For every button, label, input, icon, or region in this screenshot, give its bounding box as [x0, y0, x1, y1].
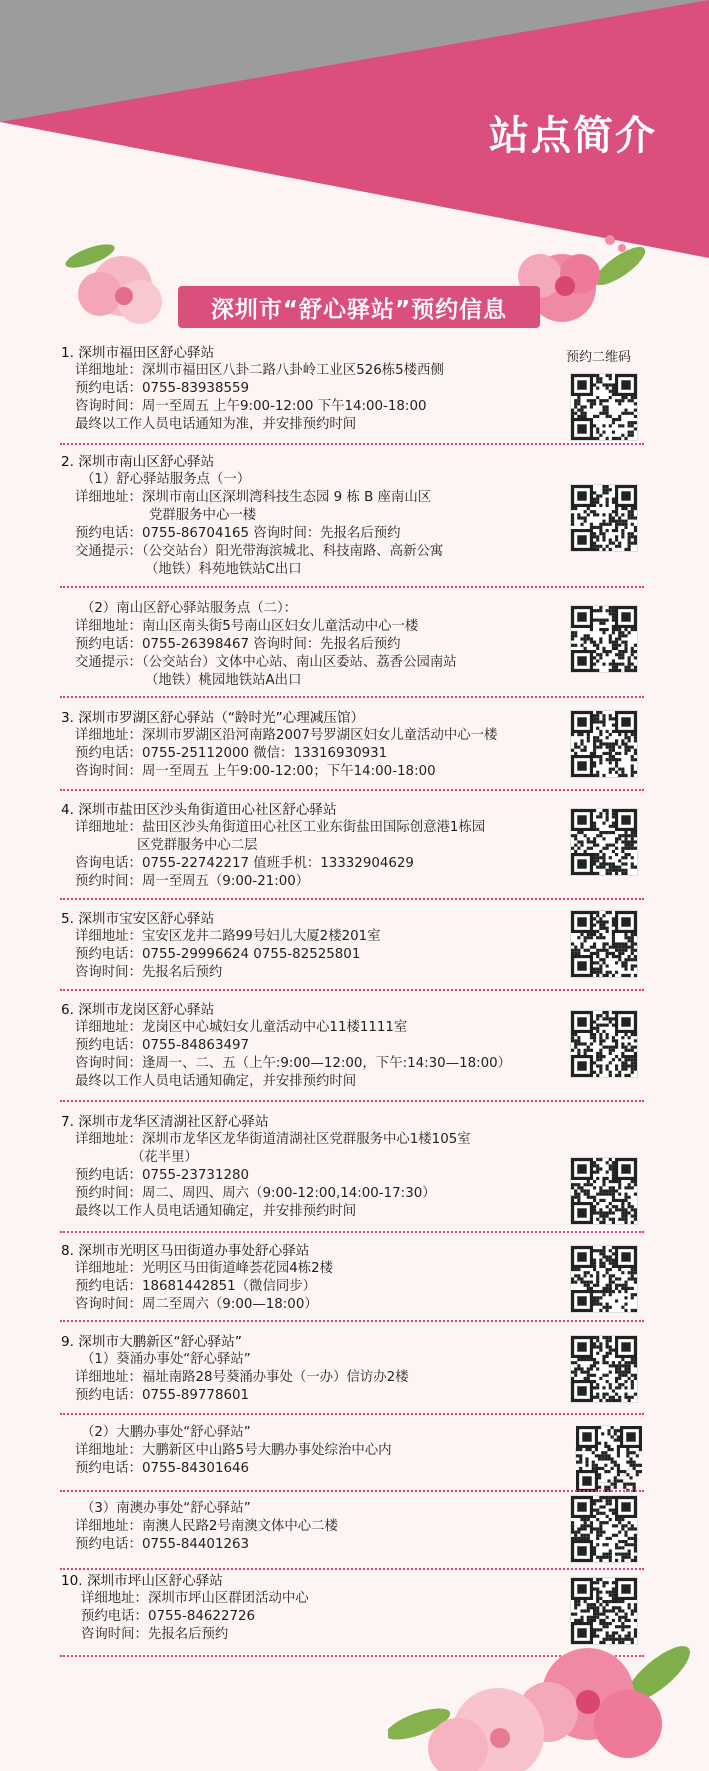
dotted-divider	[60, 1231, 644, 1233]
station-longgang	[61, 1001, 511, 1091]
address-line-cont: （花半里）	[131, 1150, 198, 1165]
address-line: 详细地址：深圳市龙华区龙华街道清湖社区党群服务中心1楼105室	[75, 1132, 471, 1147]
dotted-divider	[60, 989, 644, 991]
dotted-divider	[60, 1413, 644, 1415]
hours-line: 咨询时间：逢周一、二、五（上午:9:00—12:00，下午:14:30—18:00）	[75, 1056, 512, 1071]
phone-line: 预约电话：0755-23731280	[75, 1168, 250, 1183]
station-longhua	[61, 1113, 471, 1221]
sub-station-title: （3）南澳办事处“舒心驿站”	[81, 1501, 251, 1516]
dotted-divider	[60, 1490, 644, 1492]
station-title: 5. 深圳市宝安区舒心驿站	[61, 911, 215, 927]
qr-code-icon[interactable]	[570, 1245, 638, 1313]
sub-station-title: （2）大鹏办事处“舒心驿站”	[81, 1425, 251, 1440]
station-title: 9. 深圳市大鹏新区“舒心驿站”	[61, 1334, 242, 1350]
dotted-divider	[60, 1320, 644, 1322]
station-title: 2. 深圳市南山区舒心驿站	[61, 454, 215, 470]
hours-line: 预约时间：周二、周四、周六（9:00-12:00,14:00-17:30）	[75, 1186, 436, 1201]
address-line-cont: 区党群服务中心二层	[137, 838, 258, 853]
note-line: 最终以工作人员电话通知确定，并安排预约时间	[75, 1204, 357, 1219]
qr-code-icon[interactable]	[570, 808, 638, 876]
phone-line: 预约电话：0755-83938559	[75, 381, 250, 396]
address-line: 详细地址：龙岗区中心城妇女儿童活动中心11楼1111室	[75, 1020, 408, 1035]
qr-code-icon[interactable]	[570, 1010, 638, 1078]
sub-station-title: （2）南山区舒心驿站服务点（二）：	[81, 601, 298, 616]
mini-program-code-icon[interactable]	[575, 1425, 633, 1483]
station-guangming	[61, 1242, 333, 1314]
sub-station-title: （1）舒心驿站服务点（一）	[81, 472, 251, 487]
address-line: 详细地址：深圳市罗湖区沿河南路2007号罗湖区妇女儿童活动中心一楼	[75, 728, 498, 743]
station-pingshan	[61, 1572, 309, 1644]
phone-line: 预约电话：0755-25112000 微信：13316930931	[75, 746, 388, 761]
hours-line: 咨询时间：周一至周五 上午9:00-12:00；下午14:00-18:00	[75, 764, 436, 779]
hours-line: 咨询时间：先报名后预约	[75, 965, 223, 980]
station-futian	[61, 344, 444, 434]
phone-line: 预约电话：18681442851（微信同步）	[75, 1279, 317, 1294]
station-title: 7. 深圳市龙华区清湖社区舒心驿站	[61, 1114, 269, 1130]
section-banner: 深圳市“舒心驿站”预约信息	[178, 286, 540, 328]
dotted-divider	[60, 1100, 644, 1102]
address-line: 详细地址：光明区马田街道峰荟花园4栋2楼	[75, 1261, 334, 1276]
qr-code-icon[interactable]	[570, 1157, 638, 1225]
station-title: 1. 深圳市福田区舒心驿站	[61, 345, 215, 361]
address-line: 详细地址：大鹏新区中山路5号大鹏办事处综治中心内	[75, 1443, 392, 1458]
hours-line: 咨询时间：周一至周五 上午9:00-12:00 下午14:00-18:00	[75, 399, 427, 414]
address-line-cont: 党群服务中心一楼	[149, 508, 257, 523]
phone-line: 预约电话：0755-86704165 咨询时间：先报名后预约	[75, 526, 401, 541]
hours-line: 咨询时间：先报名后预约	[81, 1627, 229, 1642]
phone-line: 预约电话：0755-26398467 咨询时间：先报名后预约	[75, 637, 401, 652]
station-dapeng-2	[61, 1424, 392, 1478]
phone-line: 预约电话：0755-89778601	[75, 1388, 250, 1403]
station-luohu	[61, 709, 497, 781]
dotted-divider	[60, 696, 644, 698]
qr-code-icon[interactable]	[570, 1577, 638, 1645]
phone-line: 咨询电话：0755-22742217 值班手机：13332904629	[75, 856, 414, 871]
dotted-divider	[60, 586, 644, 588]
transit-line-cont: （地铁）桃园地铁站A出口	[145, 673, 302, 688]
qr-code-icon[interactable]	[570, 373, 638, 441]
address-line: 详细地址：南山区南头街5号南山区妇女儿童活动中心一楼	[75, 619, 419, 634]
station-title: 4. 深圳市盐田区沙头角街道田心社区舒心驿站	[61, 802, 337, 818]
address-line: 详细地址：福址南路28号葵涌办事处（一办）信访办2楼	[75, 1370, 409, 1385]
dotted-divider	[60, 789, 644, 791]
station-title: 8. 深圳市光明区马田街道办事处舒心驿站	[61, 1243, 310, 1259]
station-nanshan-1	[61, 453, 443, 579]
qr-code-icon[interactable]	[570, 1335, 638, 1403]
hours-line: 预约时间：周一至周五（9:00-21:00）	[75, 874, 310, 889]
sub-station-title: （1）葵涌办事处“舒心驿站”	[81, 1352, 251, 1367]
dotted-divider	[60, 898, 644, 900]
transit-line: 交通提示：（公交站台）阳光带海滨城北、科技南路、高新公寓	[75, 544, 444, 559]
qr-code-icon[interactable]	[570, 484, 638, 552]
address-line: 详细地址：深圳市南山区深圳湾科技生态园 9 栋 B 座南山区	[75, 490, 432, 505]
station-dapeng-3	[61, 1500, 338, 1554]
station-nanshan-2	[61, 600, 457, 690]
note-line: 最终以工作人员电话通知为准，并安排预约时间	[75, 417, 357, 432]
qr-code-icon[interactable]	[570, 710, 638, 778]
station-yantian	[61, 801, 485, 891]
qr-code-label: 预约二维码	[566, 350, 632, 365]
note-line: 最终以工作人员电话通知确定，并安排预约时间	[75, 1074, 357, 1089]
dotted-divider	[60, 1655, 644, 1657]
hours-line: 咨询时间：周二至周六（9:00—18:00）	[75, 1297, 318, 1312]
page-title: 站点简介	[489, 113, 657, 159]
dotted-divider	[60, 443, 644, 445]
station-baoan	[61, 910, 381, 982]
station-title: 3. 深圳市罗湖区舒心驿站（“龄时光”心理减压馆）	[61, 710, 365, 726]
station-dapeng	[61, 1333, 409, 1405]
station-title: 10. 深圳市坪山区舒心驿站	[61, 1573, 223, 1589]
address-line: 详细地址：深圳市坪山区群团活动中心	[81, 1591, 309, 1606]
phone-line: 预约电话：0755-84401263	[75, 1537, 250, 1552]
qr-code-icon[interactable]	[570, 1495, 638, 1563]
station-title: 6. 深圳市龙岗区舒心驿站	[61, 1002, 215, 1018]
phone-line: 预约电话：0755-84622726	[81, 1609, 256, 1624]
dotted-divider	[60, 1568, 644, 1570]
address-line: 详细地址：盐田区沙头角街道田心社区工业东街盐田国际创意港1栋园	[75, 820, 486, 835]
qr-code-icon[interactable]	[570, 910, 638, 978]
address-line: 详细地址：南澳人民路2号南澳文体中心二楼	[75, 1519, 338, 1534]
phone-line: 预约电话：0755-84863497	[75, 1038, 250, 1053]
qr-code-icon[interactable]	[570, 605, 638, 673]
transit-line: 交通提示：（公交站台）文体中心站、南山区委站、荔香公园南站	[75, 655, 457, 670]
address-line: 详细地址：深圳市福田区八卦二路八卦岭工业区526栋5楼西侧	[75, 363, 444, 378]
phone-line: 预约电话：0755-84301646	[75, 1461, 250, 1476]
address-line: 详细地址：宝安区龙井二路99号妇儿大厦2楼201室	[75, 929, 381, 944]
phone-line: 预约电话：0755-29996624 0755-82525801	[75, 947, 361, 962]
transit-line-cont: （地铁）科苑地铁站C出口	[145, 562, 302, 577]
